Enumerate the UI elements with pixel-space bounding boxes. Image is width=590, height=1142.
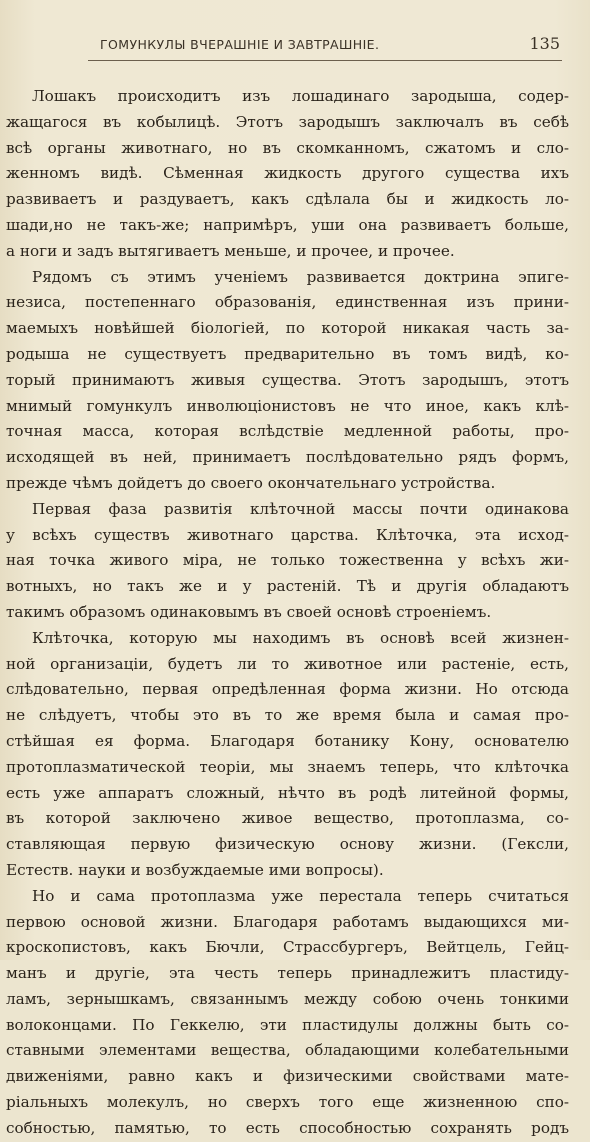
text-line: родыша не существуетъ предварительно въ томъ видѣ, ко- [6,344,569,363]
running-head: ГОМУНКУЛЫ ВЧЕРАШНІЕ И ЗАВТРАШНІЕ. [100,37,380,52]
page-header [88,36,562,61]
text-line: ной организаціи, будетъ ли то животное или растеніе, есть, [6,654,569,673]
text-line: у всѣхъ существъ животнаго царства. Клѣточка, эта исход- [6,525,569,544]
text-line: первою основой жизни. Благодаря работамъ выдающихся ми- [6,912,569,931]
text-line: женномъ видѣ. Сѣменная жидкость другого существа ихъ [6,164,569,183]
text-line: протоплазматической теоріи, мы знаемъ теперь, что клѣточка [6,757,569,776]
text-line: слѣдовательно, первая опредѣленная форма жизни. Но отсюда [6,680,569,699]
text-line: ставными элементами вещества, обладающими колебательными [6,1041,569,1060]
text-line: манъ и другіе, эта честь теперь принадлежитъ пластиду- [6,964,569,983]
text-line: а ноги и задъ вытягиваетъ меньше, и прочее, и прочее. [6,241,455,260]
text-line: кроскопистовъ, какъ Бючли, Страссбургеръ, Вейтцель, Гейц- [6,938,569,957]
page-number: 135 [529,34,560,53]
text-line: маемыхъ новѣйшей біологіей, по которой никакая часть за- [6,319,569,338]
text-line: мнимый гомункулъ инволюціонистовъ не что иное, какъ клѣ- [6,396,569,415]
text-line: вотныхъ, но такъ же и у растеній. Тѣ и другія обладаютъ [6,577,569,596]
text-line: Естеств. науки и возбуждаемые ими вопросы). [6,860,384,879]
text-line: прежде чѣмъ дойдетъ до своего окончательнаго устройства. [6,473,496,492]
text-line: ламъ, зернышкамъ, связаннымъ между собою очень тонкими [6,989,569,1008]
text-line: Но и сама протоплазма уже перестала теперь считаться [32,886,569,905]
text-line: собностью, памятью, то есть способностью сохранять родъ [6,1118,569,1137]
text-line: ная точка живого міра, не только тожественна у всѣхъ жи- [6,551,569,570]
text-line: всѣ органы животнаго, но въ скомканномъ, сжатомъ и сло- [6,138,569,157]
text-line: исходящей въ ней, принимаетъ послѣдовательно рядъ формъ, [6,448,569,467]
text-line: въ которой заключено живое вещество, протоплазма, со- [6,809,569,828]
text-line: такимъ образомъ одинаковымъ въ своей основѣ строеніемъ. [6,602,492,621]
text-line: торый принимаютъ живыя существа. Этотъ зародышъ, этотъ [6,370,569,389]
text-line: Клѣточка, которую мы находимъ въ основѣ всей жизнен- [32,628,569,647]
text-line: ставляющая первую физическую основу жизни. (Гексли, [6,835,569,854]
text-line: Первая фаза развитія клѣточной массы почти одинакова [32,499,569,518]
text-line: волоконцами. По Геккелю, эти пластидулы должны быть со- [6,1015,569,1034]
text-line: не слѣдуетъ, чтобы это въ то же время была и самая про- [6,706,569,725]
body-text [6,84,569,1142]
text-line: жащагося въ кобылицѣ. Этотъ зародышъ заключалъ въ себѣ [6,112,569,131]
text-line: Лошакъ происходитъ изъ лошадинаго зародыша, содер- [32,87,569,105]
text-line: движеніями, равно какъ и физическими свойствами мате- [6,1067,569,1086]
text-line: Рядомъ съ этимъ ученіемъ развивается доктрина эпиге- [32,267,569,286]
text-line: стѣйшая ея форма. Благодаря ботанику Кону, основателю [6,731,569,750]
text-line: незиса, постепеннаго образованія, единственная изъ прини- [6,293,569,312]
text-line: ріальныхъ молекулъ, но сверхъ того еще жизненною спо- [6,1093,569,1112]
text-line: шади,но не такъ-же; напримѣръ, уши она развиваетъ больше, [6,215,569,234]
text-line: есть уже аппаратъ сложный, нѣчто въ родѣ литейной формы, [6,783,569,802]
text-line: точная масса, которая вслѣдствіе медленной работы, про- [6,422,569,441]
text-line: развиваетъ и раздуваетъ, какъ сдѣлала бы и жидкость ло- [6,190,569,209]
